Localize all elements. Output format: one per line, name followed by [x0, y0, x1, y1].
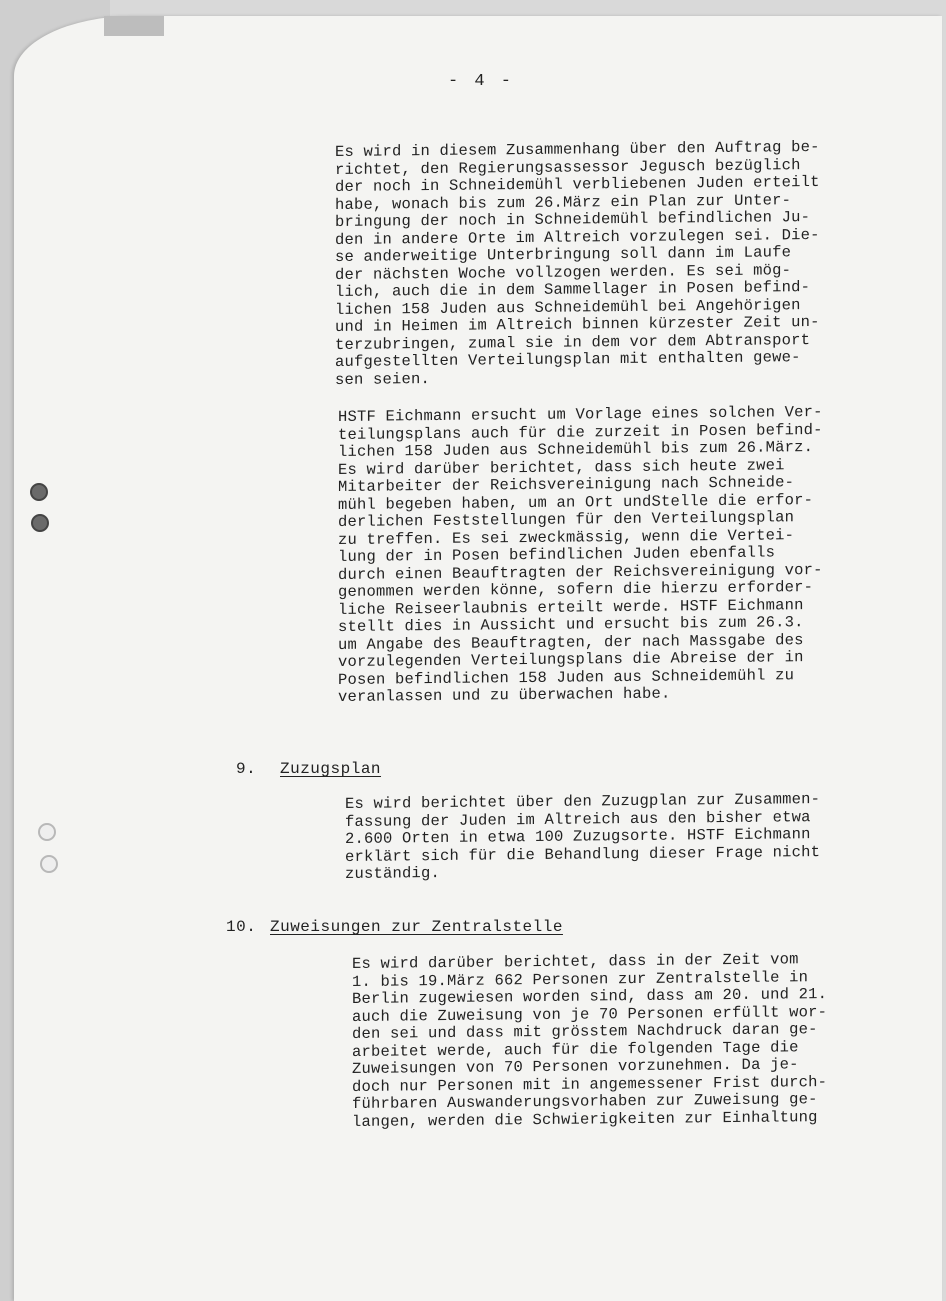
text-line: sen seien. — [335, 369, 431, 389]
text-line: bringung der noch in Schneidemühl befindlichen Ju- — [335, 208, 811, 231]
text-line: Es wird darüber berichtet, dass sich heute zwei — [338, 455, 785, 479]
text-line: Posen befindlichen 158 Juden aus Schneidemühl zu — [338, 665, 795, 689]
text-line: der nächsten Woche vollzogen werden. Es sei mög- — [335, 260, 792, 284]
text-line: Mitarbeiter der Reichsvereinigung nach Schneide- — [338, 473, 795, 496]
text-line: durch einen Beauftragten der Reichsvereinigung vor- — [338, 560, 823, 584]
text-line: aufgestellten Verteilungsplan mit enthalten gewe- — [335, 348, 801, 371]
text-line: liche Reiseerlaubnis erteilt werde. HSTF Eichmann — [338, 595, 804, 619]
text-line: arbeitet werde, auch für die folgenden Tage die — [352, 1037, 799, 1061]
text-line: Berlin zugewiesen worden sind, dass am 20. und 21. — [352, 985, 828, 1008]
text-line: um Angabe des Beauftragten, der nach Massgabe des — [338, 630, 804, 654]
paragraph-regierungsassessor — [335, 139, 820, 389]
text-line: lung der in Posen befindlichen Juden ebenfalls — [338, 543, 776, 566]
text-line: führbaren Auswanderungsvorhaben zur Zuweisung ge- — [352, 1090, 818, 1113]
text-line: und in Heimen im Altreich binnen kürzester Zeit un- — [335, 312, 820, 336]
text-line: der noch in Schneidemühl verbliebenen Juden erteilt — [335, 172, 820, 196]
text-line: richtet, den Regierungsassessor Jegusch bezüglich — [335, 155, 801, 179]
text-line: doch nur Personen mit in angemessener Frist durch- — [352, 1072, 828, 1096]
text-line: Es wird darüber berichtet, dass in der Zeit vom — [352, 950, 799, 973]
text-line: teilungsplans auch für die zurzeit in Posen befind- — [338, 420, 823, 444]
text-line: auch die Zuweisung von je 70 Personen erfüllt wor- — [352, 1002, 828, 1026]
page-fold — [104, 16, 164, 36]
text-line: langen, werden die Schwierigkeiten zur Einhaltung — [352, 1107, 818, 1131]
text-line: 1. bis 19.März 662 Personen zur Zentralstelle in — [352, 967, 809, 991]
text-line: lichen 158 Juden aus Schneidemühl bis zum 26.März. — [338, 438, 814, 461]
section-9-heading — [236, 760, 381, 778]
punch-hole — [31, 514, 49, 532]
text-line: genommen werden könne, sofern die hierzu erforder- — [338, 578, 814, 601]
text-line: fassung der Juden im Altreich aus den bisher etwa — [345, 807, 811, 831]
section-9-title: Zuzugsplan — [280, 760, 382, 778]
section-10-title: Zuweisungen zur Zentralstelle — [270, 918, 563, 936]
punch-hole — [40, 855, 58, 873]
text-line: zu treffen. Es sei zweckmässig, wenn die Vertei- — [338, 525, 795, 549]
text-line: se anderweitige Unterbringung soll dann im Laufe — [335, 243, 792, 266]
section-9-number: 9. — [236, 760, 257, 778]
text-line: HSTF Eichmann ersucht um Vorlage eines solchen Ver- — [338, 402, 823, 426]
paragraph-eichmann-verteilungsplan — [338, 404, 823, 707]
text-line: veranlassen und zu überwachen habe. — [338, 684, 671, 706]
text-line: lichen 158 Juden aus Schneidemühl bei Angehörigen — [335, 295, 801, 319]
text-line: derlichen Feststellungen für den Verteilungsplan — [338, 508, 795, 531]
text-line: stellt dies in Aussicht und ersucht bis zum 26.3. — [338, 613, 804, 636]
text-line: Es wird in diesem Zusammenhang über den Auftrag be- — [335, 137, 820, 161]
punch-hole — [38, 823, 56, 841]
text-line: 2.600 Orten in etwa 100 Zuzugsorte. HSTF Eichmann — [345, 825, 811, 848]
page-number: - 4 - — [448, 72, 515, 91]
text-line: erklärt sich für die Behandlung dieser Frage nicht — [345, 842, 821, 866]
text-line: Zuweisungen von 70 Personen vorzunehmen. Da je- — [352, 1055, 799, 1078]
punch-hole — [30, 483, 48, 501]
section-10-number: 10. — [226, 918, 257, 936]
text-line: den sei und dass mit grösstem Nachdruck daran ge- — [352, 1020, 818, 1043]
section-10-body — [352, 951, 827, 1131]
text-line: habe, wonach bis zum 26.März ein Plan zur Unter- — [335, 190, 792, 214]
text-line: terzubringen, zumal sie in dem vor dem Abtransport — [335, 330, 811, 354]
text-line: den in andere Orte im Altreich vorzulegen sei. Die- — [335, 225, 820, 249]
text-line: zuständig. — [345, 864, 441, 883]
section-9-body — [345, 791, 820, 883]
text-line: mühl begeben haben, um an Ort undStelle die erfor- — [338, 490, 814, 514]
section-10-heading — [226, 918, 563, 936]
text-line: lich, auch die in dem Sammellager in Posen befind- — [335, 278, 811, 301]
text-line: vorzulegenden Verteilungsplans die Abreise der in — [338, 648, 804, 671]
text-line: Es wird berichtet über den Zuzugplan zur Zusammen- — [345, 790, 821, 813]
